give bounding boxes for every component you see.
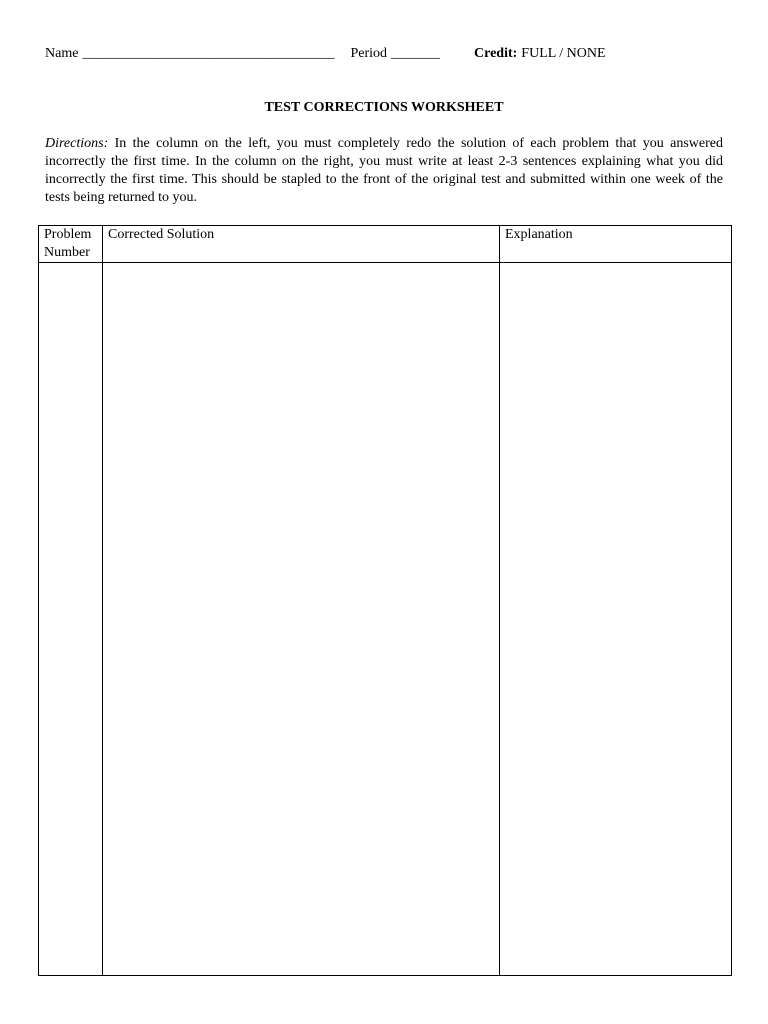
column-header-explanation: Explanation bbox=[500, 226, 732, 263]
column-header-corrected-solution: Corrected Solution bbox=[103, 226, 500, 263]
problem-header-line1: Problem bbox=[44, 227, 92, 242]
name-blank[interactable]: ____________________________________ bbox=[82, 46, 335, 61]
explanation-cell[interactable] bbox=[500, 263, 732, 976]
problem-number-cell[interactable] bbox=[39, 263, 103, 976]
directions bbox=[45, 135, 723, 207]
page-title: TEST CORRECTIONS WORKSHEET bbox=[264, 100, 504, 115]
table-row bbox=[39, 263, 732, 976]
name-label: Name bbox=[45, 46, 79, 61]
problem-header-line2: Number bbox=[44, 245, 90, 260]
credit-value: FULL / NONE bbox=[521, 46, 606, 61]
period-label: Period bbox=[350, 46, 387, 61]
corrected-solution-cell[interactable] bbox=[103, 263, 500, 976]
directions-lead: Directions: bbox=[45, 136, 109, 151]
credit-label: Credit: bbox=[474, 46, 518, 61]
period-blank[interactable]: _______ bbox=[391, 46, 440, 61]
column-header-problem-number bbox=[39, 226, 103, 263]
directions-text: In the column on the left, you must completely redo the solution of each problem that you answered incorrectly the first time. In the column on the right, you must write at least 2-3 sentences explaining what you did incorrectly the first time. This should be stapled to the front of the original test and submitted within one week of the tests being returned to you. bbox=[45, 136, 724, 205]
header-line bbox=[45, 46, 606, 62]
table-header-row bbox=[39, 226, 732, 263]
corrections-table bbox=[38, 225, 732, 976]
